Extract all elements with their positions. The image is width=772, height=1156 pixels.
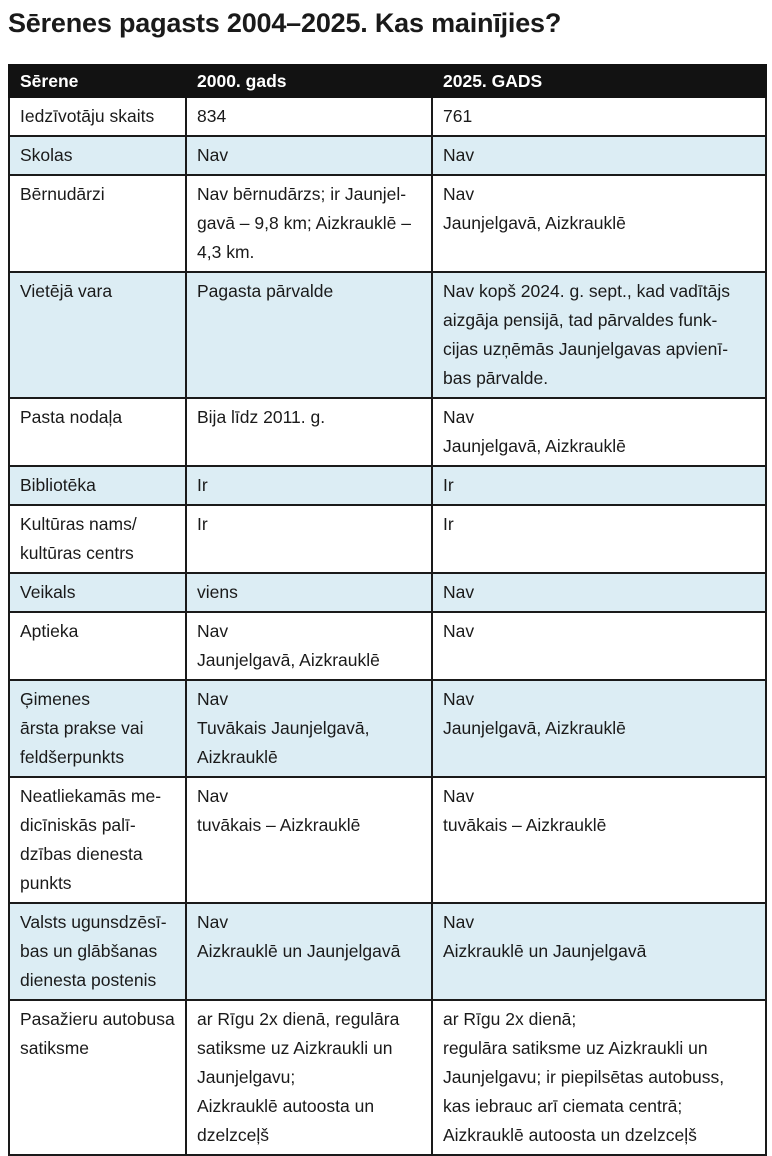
cell-text-line: ārsta prakse vai: [20, 718, 144, 738]
cell-text-line: Nav: [443, 621, 475, 641]
cell-text-line: Pagasta pārvalde: [197, 281, 334, 301]
year-2025-cell: [432, 505, 766, 573]
year-2000-cell: [186, 1000, 432, 1155]
year-2000-cell: [186, 612, 432, 680]
cell-text-line: Iedzīvotāju skaits: [20, 106, 155, 126]
cell-text-line: Nav: [197, 912, 229, 932]
cell-text-line: Nav: [197, 786, 229, 806]
header-year-2000: 2000. gads: [186, 65, 432, 97]
cell-text-line: Nav: [443, 184, 475, 204]
cell-text-line: Pasta nodaļa: [20, 407, 123, 427]
page-title: Sērenes pagasts 2004–2025. Kas mainījies?: [8, 8, 562, 38]
cell-text-line: Aizkrauklē autoosta un dzelzceļš: [443, 1125, 697, 1145]
cell-text-line: Kultūras nams/: [20, 514, 137, 534]
year-2000-cell: [186, 903, 432, 1000]
cell-text-line: tuvākais – Aizkrauklē: [197, 815, 361, 835]
cell-text-line: Skolas: [20, 145, 73, 165]
cell-text-line: Aizkrauklē: [197, 747, 278, 767]
year-2025-cell: [432, 573, 766, 612]
cell-text-line: dzelzceļš: [197, 1125, 269, 1145]
table-row: [9, 573, 766, 612]
year-2000-cell: [186, 97, 432, 136]
cell-text-line: Aizkrauklē un Jaunjelgavā: [443, 941, 647, 961]
cell-text-line: bas pārvalde.: [443, 368, 549, 388]
cell-text-line: Valsts ugunsdzēsī-: [20, 912, 167, 932]
cell-text-line: aizgāja pensijā, tad pārvaldes funk-: [443, 310, 718, 330]
year-2000-cell: [186, 505, 432, 573]
cell-text-line: Jaunjelgavu;: [197, 1067, 296, 1087]
cell-text-line: Bija līdz 2011. g.: [197, 407, 326, 427]
category-cell: [9, 680, 186, 777]
year-2025-cell: [432, 466, 766, 505]
cell-text-line: Aizkrauklē autoosta un: [197, 1096, 375, 1116]
table-row: [9, 505, 766, 573]
cell-text-line: Jaunjelgavā, Aizkrauklē: [443, 718, 626, 738]
cell-text-line: tuvākais – Aizkrauklē: [443, 815, 607, 835]
category-cell: [9, 272, 186, 398]
comparison-table: [8, 64, 767, 1156]
table-row: [9, 680, 766, 777]
cell-text-line: Nav: [443, 145, 475, 165]
year-2000-cell: [186, 398, 432, 466]
year-2025-cell: [432, 1000, 766, 1155]
category-cell: [9, 97, 186, 136]
category-cell: [9, 777, 186, 903]
header-category: Sērene: [9, 65, 186, 97]
cell-text-line: Veikals: [20, 582, 76, 602]
category-cell: [9, 466, 186, 505]
category-cell: [9, 573, 186, 612]
table-row: [9, 612, 766, 680]
year-2025-cell: [432, 136, 766, 175]
cell-text-line: Jaunjelgavā, Aizkrauklē: [443, 436, 626, 456]
category-cell: [9, 505, 186, 573]
cell-text-line: Vietējā vara: [20, 281, 113, 301]
cell-text-line: dicīniskās palī-: [20, 815, 136, 835]
cell-text-line: Nav bērnudārzs; ir Jaunjel-: [197, 184, 407, 204]
header-year-2025: 2025. GADS: [432, 65, 766, 97]
cell-text-line: 761: [443, 106, 473, 126]
table-body: [9, 97, 766, 1155]
cell-text-line: Aizkrauklē un Jaunjelgavā: [197, 941, 401, 961]
cell-text-line: regulāra satiksme uz Aizkraukli un: [443, 1038, 708, 1058]
category-cell: [9, 1000, 186, 1155]
cell-text-line: satiksme uz Aizkraukli un: [197, 1038, 393, 1058]
year-2000-cell: [186, 573, 432, 612]
cell-text-line: Ģimenes: [20, 689, 91, 709]
year-2025-cell: [432, 398, 766, 466]
table-row: [9, 903, 766, 1000]
year-2025-cell: [432, 680, 766, 777]
table-row: [9, 175, 766, 272]
cell-text-line: Nav: [443, 689, 475, 709]
cell-text-line: 834: [197, 106, 227, 126]
cell-text-line: Jaunjelgavu; ir piepilsētas autobuss,: [443, 1067, 725, 1087]
cell-text-line: Ir: [197, 475, 208, 495]
year-2000-cell: [186, 777, 432, 903]
table-row: [9, 136, 766, 175]
cell-text-line: bas un glābšanas: [20, 941, 158, 961]
table-row: [9, 1000, 766, 1155]
cell-text-line: Pasažieru autobusa: [20, 1009, 175, 1029]
table-row: [9, 272, 766, 398]
table-row: [9, 466, 766, 505]
cell-text-line: cijas uzņēmās Jaunjelgavas apvienī-: [443, 339, 729, 359]
cell-text-line: kas iebrauc arī ciemata centrā;: [443, 1096, 683, 1116]
cell-text-line: dienesta postenis: [20, 970, 157, 990]
cell-text-line: Nav kopš 2024. g. sept., kad vadītājs: [443, 281, 730, 301]
cell-text-line: Nav: [443, 407, 475, 427]
year-2025-cell: [432, 272, 766, 398]
cell-text-line: 4,3 km.: [197, 242, 255, 262]
cell-text-line: Tuvākais Jaunjelgavā,: [197, 718, 370, 738]
cell-text-line: dzības dienesta: [20, 844, 143, 864]
table-row: [9, 777, 766, 903]
cell-text-line: Aptieka: [20, 621, 79, 641]
year-2000-cell: [186, 136, 432, 175]
cell-text-line: punkts: [20, 873, 72, 893]
category-cell: [9, 398, 186, 466]
cell-text-line: Jaunjelgavā, Aizkrauklē: [443, 213, 626, 233]
cell-text-line: Jaunjelgavā, Aizkrauklē: [197, 650, 380, 670]
category-cell: [9, 175, 186, 272]
year-2025-cell: [432, 903, 766, 1000]
cell-text-line: feldšerpunkts: [20, 747, 125, 767]
cell-text-line: Nav: [443, 582, 475, 602]
category-cell: [9, 903, 186, 1000]
year-2025-cell: [432, 777, 766, 903]
cell-text-line: Nav: [197, 689, 229, 709]
year-2000-cell: [186, 175, 432, 272]
cell-text-line: viens: [197, 582, 238, 602]
category-cell: [9, 612, 186, 680]
year-2000-cell: [186, 680, 432, 777]
cell-text-line: Nav: [443, 786, 475, 806]
year-2000-cell: [186, 272, 432, 398]
cell-text-line: Nav: [443, 912, 475, 932]
cell-text-line: Nav: [197, 145, 229, 165]
cell-text-line: Neatliekamās me-: [20, 786, 162, 806]
cell-text-line: gavā – 9,8 km; Aizkrauklē –: [197, 213, 411, 233]
cell-text-line: ar Rīgu 2x dienā;: [443, 1009, 577, 1029]
table-header-row: [9, 65, 766, 97]
cell-text-line: Bērnudārzi: [20, 184, 105, 204]
cell-text-line: Ir: [443, 514, 454, 534]
year-2000-cell: [186, 466, 432, 505]
cell-text-line: ar Rīgu 2x dienā, regulāra: [197, 1009, 400, 1029]
cell-text-line: Ir: [443, 475, 454, 495]
cell-text-line: satiksme: [20, 1038, 90, 1058]
cell-text-line: kultūras centrs: [20, 543, 134, 563]
cell-text-line: Ir: [197, 514, 208, 534]
category-cell: [9, 136, 186, 175]
year-2025-cell: [432, 175, 766, 272]
year-2025-cell: [432, 97, 766, 136]
table-row: [9, 97, 766, 136]
cell-text-line: Bibliotēka: [20, 475, 96, 495]
cell-text-line: Nav: [197, 621, 229, 641]
year-2025-cell: [432, 612, 766, 680]
table-row: [9, 398, 766, 466]
